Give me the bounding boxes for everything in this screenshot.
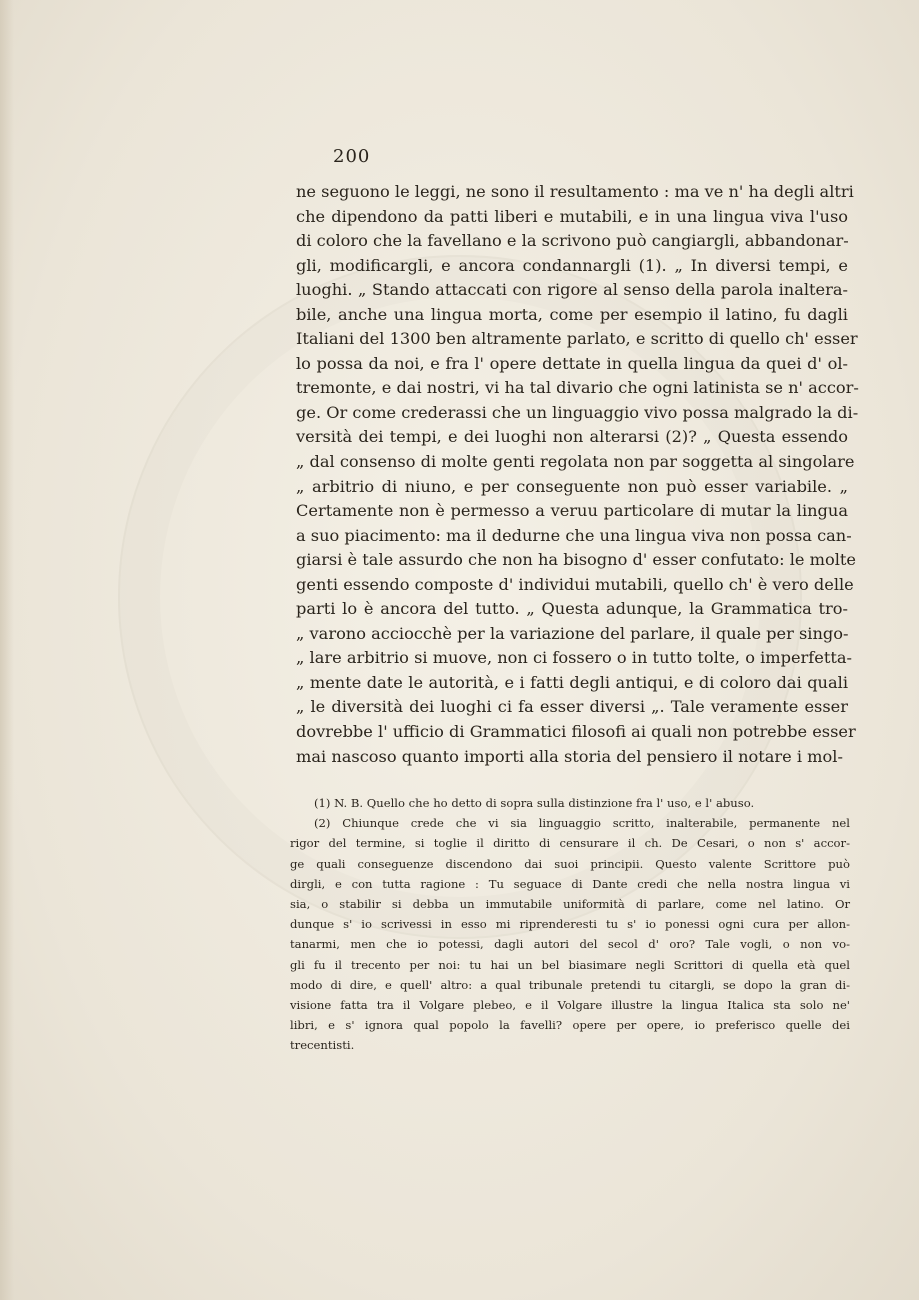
footnote-2 — [290, 813, 850, 1055]
text-line: a suo piacimento: ma il dedurne che una lingua viva non possa can- — [296, 525, 852, 545]
text-line: di coloro che la favellano e la scrivono può cangiargli, abbandonar- — [296, 231, 849, 251]
footnote-line: dirgli, e con tutta ragione : Tu seguace di Dante credi che nella nostra lingua vi — [290, 876, 850, 891]
text-line: Certamente non è permesso a veruu particolare di mutar la lingua — [296, 501, 848, 521]
text-line: „ mente date le autorità, e i fatti degli antiqui, e di coloro dai quali — [296, 672, 848, 692]
text-line: che dipendono da patti liberi e mutabili, e in una lingua viva l'uso — [296, 206, 848, 226]
text-line: mai nascoso quanto importi alla storia del pensiero il notare i mol- — [296, 746, 843, 766]
text-line: gli, modificargli, e ancora condannargli (1). „ In diversi tempi, e — [296, 255, 848, 275]
text-line: ne seguono le leggi, ne sono il resultamento : ma ve n' ha degli altri — [296, 182, 854, 201]
text-line: luoghi. „ Stando attaccati con rigore al senso della parola inaltera- — [296, 280, 848, 300]
text-line: „ arbitrio di niuno, e per conseguente non può esser variabile. „ — [296, 476, 848, 496]
text-line: „ dal consenso di molte genti regolata non par soggetta al singolare — [296, 452, 855, 472]
text-line: tremonte, e dai nostri, vi ha tal divario che ogni latinista se n' accor- — [296, 378, 859, 398]
main-text-block — [296, 180, 859, 769]
footnote-line: ge quali conseguenze discendono dai suoi principii. Questo valente Scrittore può — [290, 856, 850, 871]
text-line: bile, anche una lingua morta, come per esempio il latino, fu dagli — [296, 304, 848, 324]
text-line: genti essendo composte d' individui mutabili, quello ch' è vero delle — [296, 574, 854, 594]
footnote-line: tanarmi, men che io potessi, dagli autori del secol d' oro? Tale vogli, o non vo- — [290, 937, 850, 952]
text-line: „ lare arbitrio si muove, non ci fossero o in tutto tolte, o imperfetta- — [296, 648, 852, 668]
text-line: dovrebbe l' ufficio di Grammatici filosofi ai quali non potrebbe esser — [296, 722, 856, 742]
text-line: lo possa da noi, e fra l' opere dettate in quella lingua da quei d' ol- — [296, 353, 848, 373]
text-line: „ le diversità dei luoghi ci fa esser diversi „. Tale veramente esser — [296, 697, 848, 717]
footnote-line: trecentisti. — [290, 1038, 355, 1053]
text-line: giarsi è tale assurdo che non ha bisogno d' esser confutato: le molte — [296, 550, 857, 570]
text-line: ge. Or come crederassi che un linguaggio vivo possa malgrado la di- — [296, 402, 859, 422]
text-line: versità dei tempi, e dei luoghi non alterarsi (2)? „ Questa essendo — [296, 427, 848, 447]
text-line: parti lo è ancora del tutto. „ Questa adunque, la Grammatica tro- — [296, 599, 848, 619]
footnote-line: dunque s' io scrivessi in esso mi riprenderesti tu s' io ponessi ogni cura per allon- — [290, 917, 850, 932]
footnote-line: libri, e s' ignora qual popolo la favelli? opere per opere, io preferisco quelle dei — [290, 1018, 850, 1033]
footnote-line: visione fatta tra il Volgare plebeo, e il Volgare illustre la lingua Italica sta solo ne' — [290, 998, 850, 1013]
text-line: „ varono acciocchè per la variazione del parlare, il quale per singo- — [296, 623, 849, 643]
page-edge-shadow — [0, 0, 14, 1300]
footnote-line: modo di dire, e quell' altro: a qual tribunale pretendi tu citargli, se dopo la gran di- — [290, 977, 850, 992]
footnote-line: rigor del termine, si toglie il diritto di censurare il ch. De Cesari, o non s' accor- — [290, 836, 850, 851]
footnote-line: (2) Chiunque crede che vi sia linguaggio scritto, inalterabile, permanente nel — [314, 816, 850, 831]
page-number: 200 — [333, 146, 371, 167]
footnote-line: (1) N. B. Quello che ho detto di sopra sulla distinzione fra l' uso, e l' abuso. — [314, 796, 755, 810]
footnote-1 — [290, 793, 850, 813]
footnote-line: sia, o stabilir si debba un immutabile uniformità di parlare, come nel latino. Or — [290, 897, 850, 912]
footnotes-block — [290, 793, 850, 1056]
footnote-line: gli fu il trecento per noi: tu hai un bel biasimare negli Scrittori di quella età quel — [290, 957, 850, 972]
text-line: Italiani del 1300 ben altramente parlato, e scritto di quello ch' esser — [296, 329, 858, 349]
